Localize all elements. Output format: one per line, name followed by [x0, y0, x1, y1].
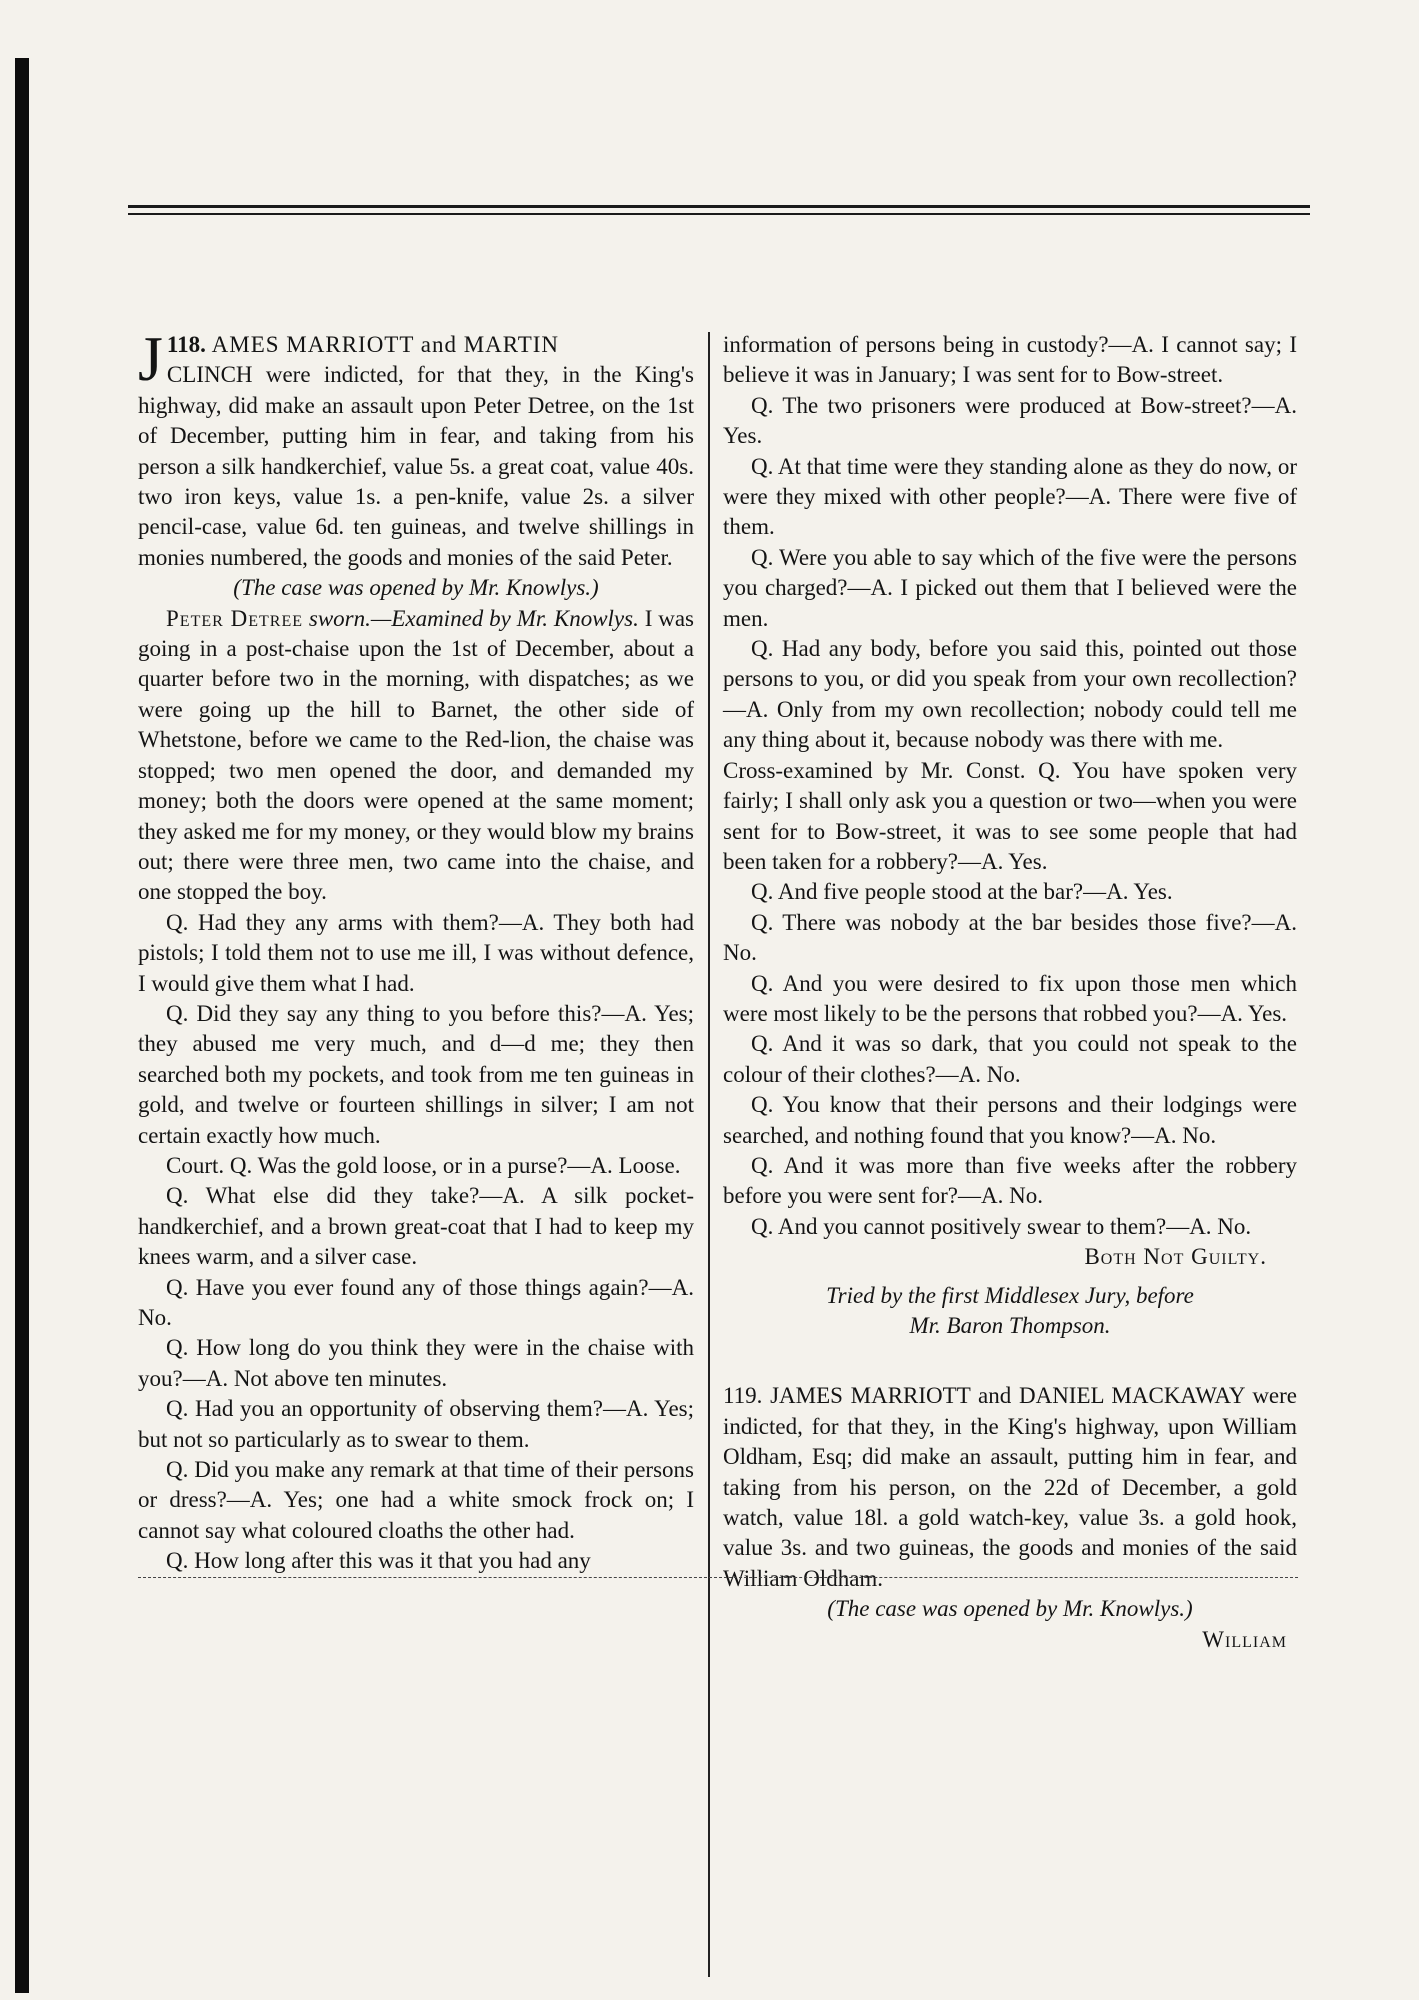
qa-paragraph: Q. Did they say any thing to you before this?—A. Yes; they abused me very much, and d—d me; they then searched both my pockets, and took from me ten guineas in gold, and twelve or fourteen shillings in silver; I am not certain exactly how much. [138, 1000, 694, 1148]
right-column [723, 330, 1297, 1655]
qa-paragraph: Q. There was nobody at the bar besides those five?—A. No. [723, 909, 1297, 966]
qa-paragraph: Q. And you cannot positively swear to them?—A. No. [751, 1213, 1252, 1239]
qa-paragraph: information of persons being in custody?—A. I cannot say; I believe it was in January; I was sent for to Bow-street. [723, 332, 1297, 388]
qa-paragraph: Q. How long after this was it that you had any [166, 1548, 591, 1574]
case-119-opened-note: (The case was opened by Mr. Knowlys.) [827, 1596, 1193, 1622]
qa-paragraph: Cross-examined by Mr. Const. Q. You have spoken very fairly; I shall only ask you a question or two—when you were sent for to Bow-street, it was to see some people that had been taken for a robbery?—A. Yes. [723, 757, 1297, 874]
qa-paragraph: Q. Had any body, before you said this, pointed out those persons to you, or did you speak from your own recollection?—A. Only from my own recollection; nobody could tell me any thing about it, because nobody was there with me. [723, 636, 1297, 753]
witness-name: Peter Detree [166, 605, 304, 631]
verdict: Both Not Guilty. [1084, 1244, 1267, 1270]
witness-testimony: I was going in a post-chaise upon the 1st of December, about a quarter before two in the morning, with dispatches; as we were going up the hill to Barnet, the other side of Whetstone, before we came to the Red-lion, the chaise was stopped; two men opened the door, and demanded my money; both the doors were opened at the same moment; they asked me for my money, or they would blow my brains out; there were three men, two came into the chaise, and one stopped the boy. [138, 605, 694, 905]
catchword: William [1202, 1626, 1287, 1652]
page-edge-shadow [15, 58, 29, 1993]
column-divider [708, 332, 710, 1977]
left-column [138, 323, 695, 1577]
case-heading-line2: CLINCH were indicted, for that they, [166, 362, 549, 388]
witness-paragraph [138, 604, 694, 908]
witness-sworn: sworn.—Examined by Mr. Knowlys. [308, 605, 639, 631]
tried-before-line1: Tried by the first Middlesex Jury, before [826, 1282, 1194, 1308]
qa-paragraph: Q. What else did they take?—A. A silk pocket-handkerchief, and a brown great-coat that I had to keep my knees warm, and a silver case. [138, 1183, 694, 1270]
case-heading-names: AMES MARRIOTT and MARTIN [211, 332, 560, 357]
qa-paragraph: Q. At that time were they standing alone as they do now, or were they mixed with other people?—A. There were five of them. [723, 453, 1297, 540]
indictment-text: in the King's highway, did make an assault upon Peter Detree, on the 1st of December, putting him in fear, and taking from his person a silk handkerchief, value 5s. a great coat, value 40s. two iron keys, value 1s. a pen-knife, value 2s. a silver pencil-case, value 6d. ten guineas, and twelve shillings in monies numbered, the goods and monies of the said Peter. [138, 362, 695, 570]
tried-before-line2: Mr. Baron Thompson. [909, 1313, 1111, 1338]
qa-paragraph: Q. Were you able to say which of the five were the persons you charged?—A. I picked out them that I believed were the men. [723, 544, 1297, 631]
case-119-heading: 119. JAMES MARRIOTT and DANIEL MACKAWAY were indicted, for that they, in the King's highway, upon William Oldham, Esq; did make an assault, putting him in fear, and taking from his person, on the 22d of December, a gold watch, value 18l. a gold watch-key, value 3s. a gold hook, value 3s. and two guineas, the goods and monies of the said William Oldham. [723, 1383, 1297, 1591]
qa-paragraph: Q. Had you an opportunity of observing them?—A. Yes; but not so particularly as to swear to them. [138, 1396, 694, 1452]
header-rule-bottom [128, 213, 1310, 215]
qa-paragraph: Q. And you were desired to fix upon those men which were most likely to be the persons that robbed you?—A. Yes. [723, 970, 1297, 1026]
qa-paragraph: Q. And it was so dark, that you could not speak to the colour of their clothes?—A. No. [723, 1031, 1297, 1087]
case-opened-note: (The case was opened by Mr. Knowlys.) [233, 575, 599, 601]
qa-paragraph: Q. Had they any arms with them?—A. They both had pistols; I told them not to use me ill, I was without defence, I would give them what I had. [138, 909, 694, 996]
case-separator-rule [138, 1577, 1298, 1578]
qa-paragraph: Q. The two prisoners were produced at Bow-street?—A. Yes. [723, 392, 1297, 449]
qa-paragraph: Q. How long do you think they were in the chaise with you?—A. Not above ten minutes. [138, 1335, 694, 1391]
qa-paragraph: Q. And five people stood at the bar?—A. Yes. [751, 879, 1173, 905]
qa-paragraph: Q. You know that their persons and their lodgings were searched, and nothing found that you know?—A. No. [723, 1092, 1297, 1148]
case-number: 118. [166, 332, 206, 357]
qa-paragraph: Q. Did you make any remark at that time of their persons or dress?—A. Yes; one had a white smock frock on; I cannot say what coloured cloaths the other had. [138, 1457, 694, 1543]
header-rule-top [128, 205, 1310, 208]
qa-paragraph: Q. Have you ever found any of those things again?—A. No. [138, 1274, 694, 1330]
case-118-heading [138, 323, 695, 573]
qa-paragraph: Court. Q. Was the gold loose, or in a purse?—A. Loose. [166, 1152, 681, 1178]
qa-paragraph: Q. And it was more than five weeks after the robbery before you were sent for?—A. No. [723, 1152, 1297, 1209]
drop-initial: J [138, 323, 163, 394]
